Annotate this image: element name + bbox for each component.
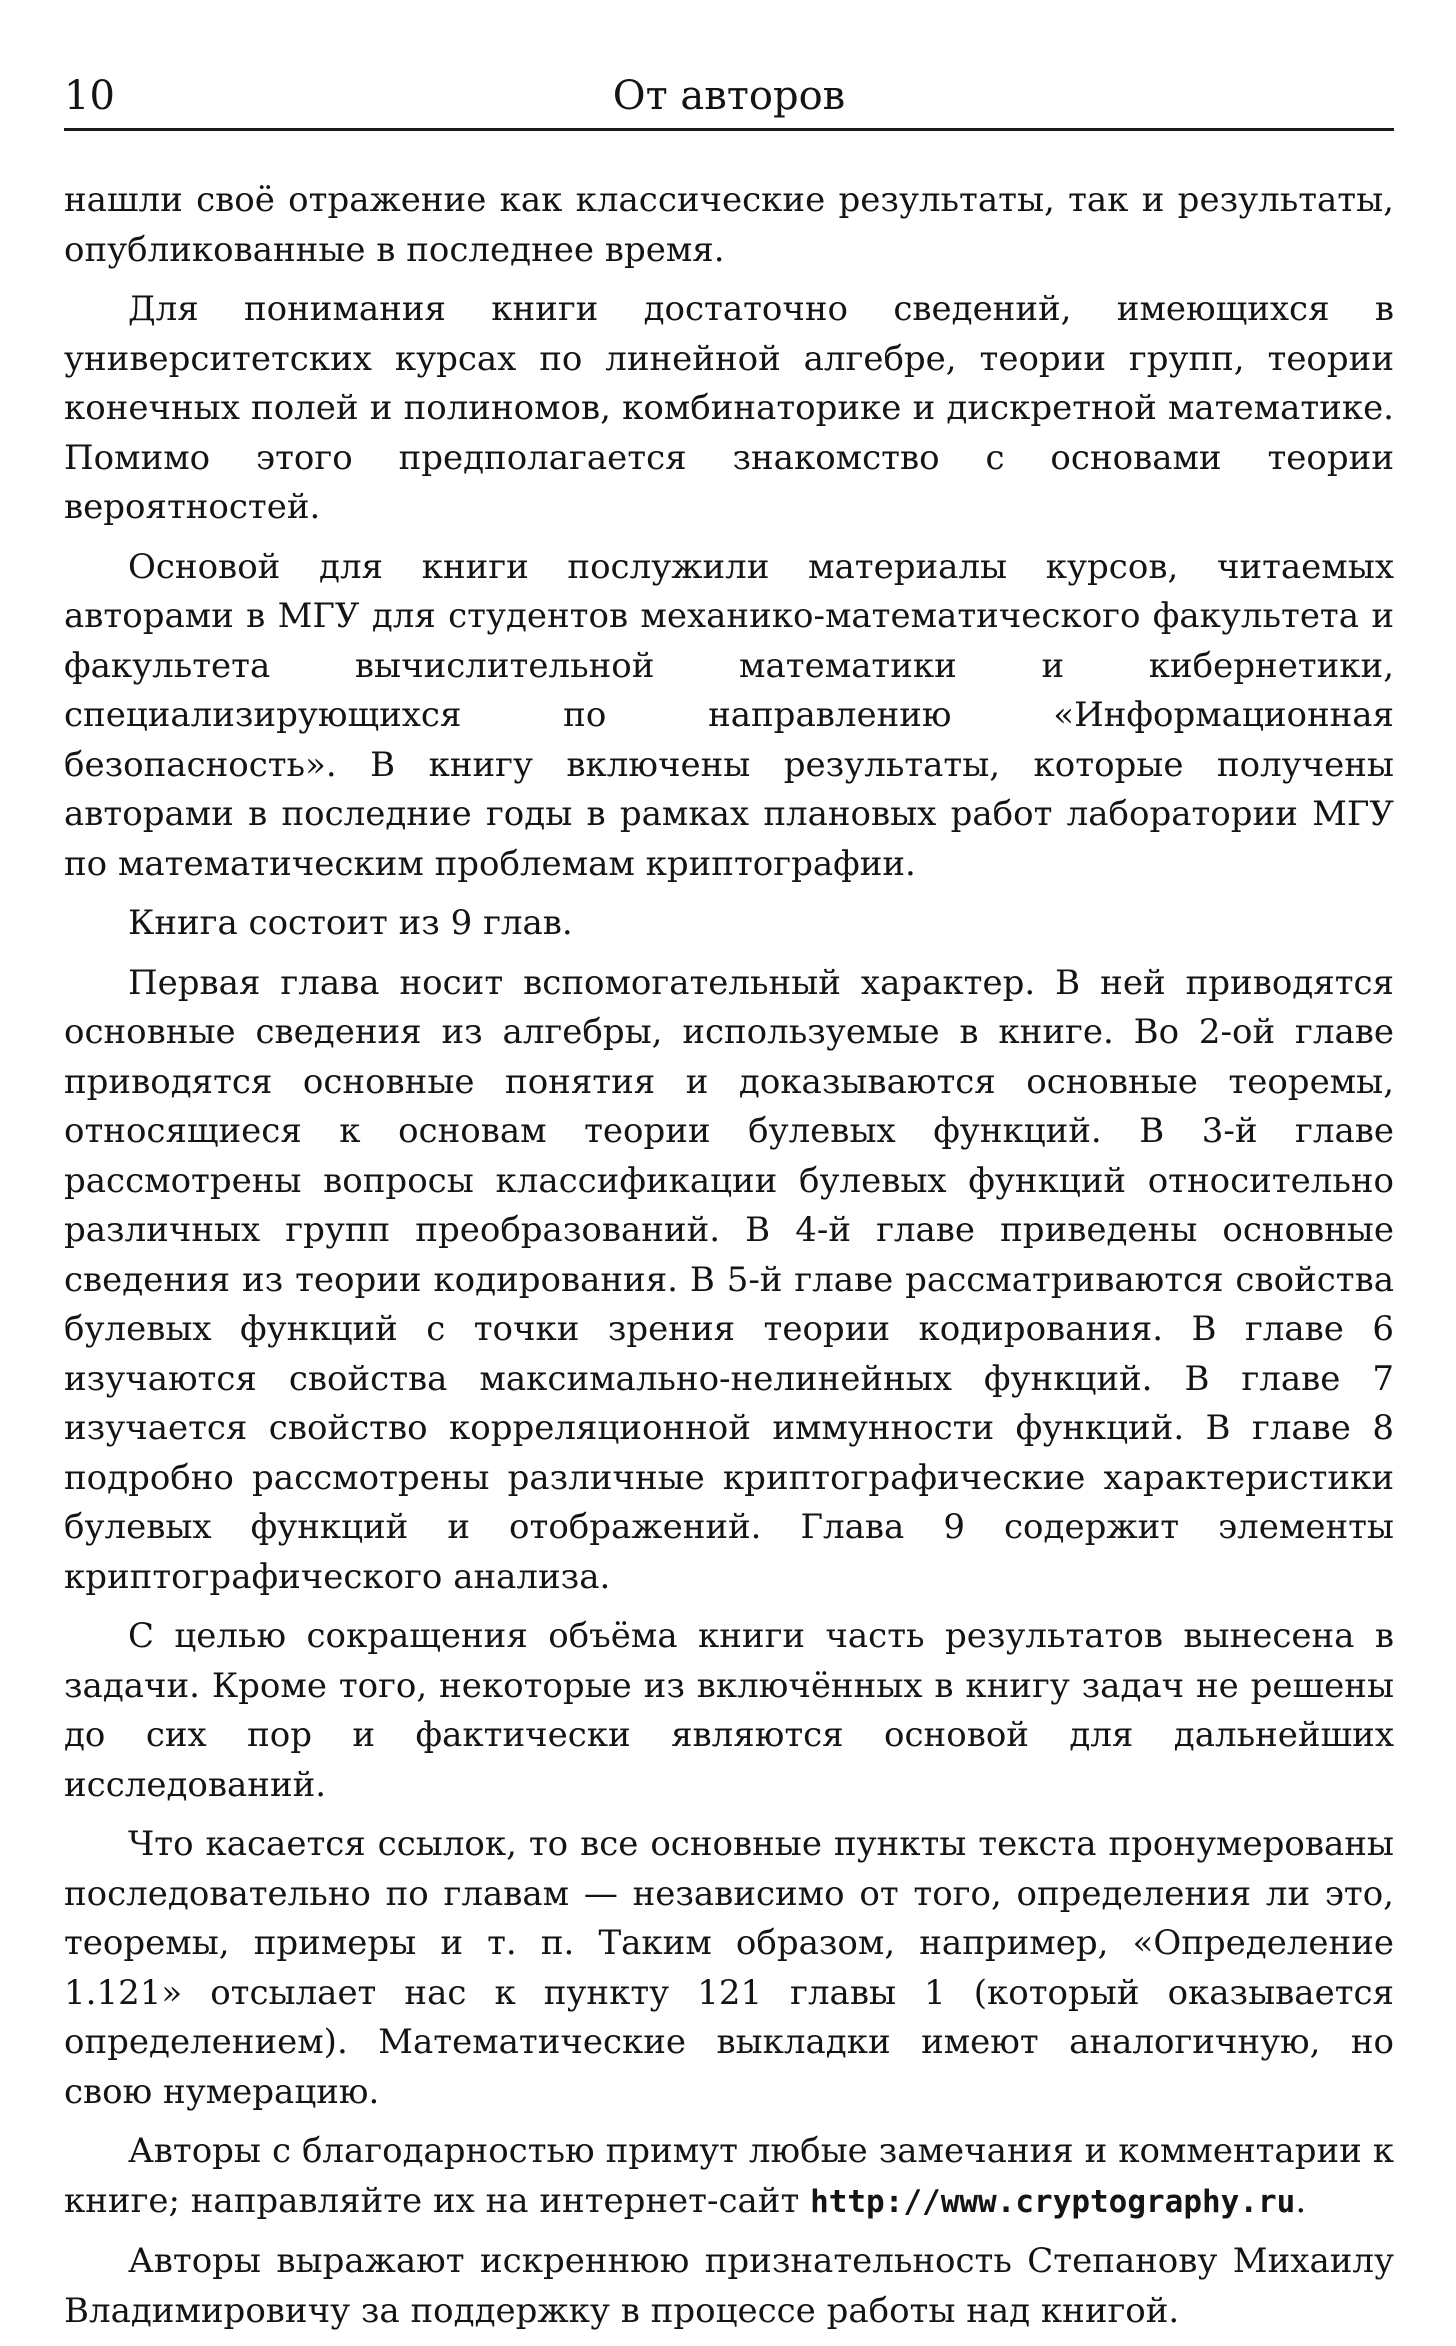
website-link[interactable]: http://www.cryptography.ru [810, 2183, 1296, 2220]
paragraph-continuation: нашли своё отражение как классические результаты, так и результаты, опубликованные в последнее время. [64, 180, 1394, 270]
running-header [64, 62, 1394, 131]
paragraph-prerequisites: Для понимания книги достаточно сведений, имеющихся в университетских курсах по линейной алгебре, теории групп, теории конечных полей и полиномов, комбинаторике и дискретной математике. Помимо этого предполагается знакомство с основами теории вероятностей. [64, 289, 1394, 527]
contact-text: Авторы с благодарностью примут любые замечания и комментарии к книге; направляйте их на интернет-сайт [64, 2131, 1394, 2221]
page-number: 10 [64, 73, 115, 119]
chapter-title: От авторов [612, 73, 846, 119]
contact-end: . [1295, 2180, 1307, 2221]
paragraph-acknowledgement: Авторы выражают искреннюю признательность Степанову Михаилу Владимировичу за поддержку в процессе работы над книгой. [64, 2241, 1394, 2331]
paragraph-chapter-overview: Первая глава носит вспомогательный характер. В ней приводятся основные сведения из алгебры, используемые в книге. Во 2-ой главе приводятся основные понятия и доказываются основные теоремы, относящиеся к основам теории булевых функций. В 3-й главе рассмотрены вопросы классификации булевых функций относительно различных групп преобразований. В 4-й главе приведены основные сведения из теории кодирования. В 5-й главе рассматриваются свойства булевых функций с точки зрения теории кодирования. В главе 6 изучаются свойства максимально-нелинейных функций. В главе 7 изучается свойство корреляционной иммунности функций. В главе 8 подробно рассмотрены различные криптографические характеристики булевых функций и отображений. Глава 9 содержит элементы криптографического анализа. [64, 962, 1394, 1597]
body-text [64, 176, 1394, 2346]
paragraph-exercises: С целью сокращения объёма книги часть результатов вынесена в задачи. Кроме того, некоторые из включённых в книгу задач не решены до сих пор и фактически являются основой для дальнейших исследований. [64, 1616, 1394, 1805]
paragraph-chapter-count: Книга состоит из 9 глав. [128, 903, 573, 943]
paragraph-numbering: Что касается ссылок, то все основные пункты текста пронумерованы последовательно по главам — независимо от того, определения ли это, теоремы, примеры и т. п. Таким образом, например, «Определение 1.121» отсылает нас к пункту 121 главы 1 (который оказывается определением). Математические выкладки имеют аналогичную, но свою нумерацию. [64, 1824, 1394, 2112]
paragraph-contact [64, 2127, 1394, 2227]
paragraph-origins: Основой для книги послужили материалы курсов, читаемых авторами в МГУ для студентов механико-математического факультета и факультета вычислительной математики и кибернетики, специализирующихся по направлению «Информационная безопасность». В книгу включены результаты, которые получены авторами в последние годы в рамках плановых работ лаборатории МГУ по математическим проблемам криптографии. [64, 546, 1394, 884]
